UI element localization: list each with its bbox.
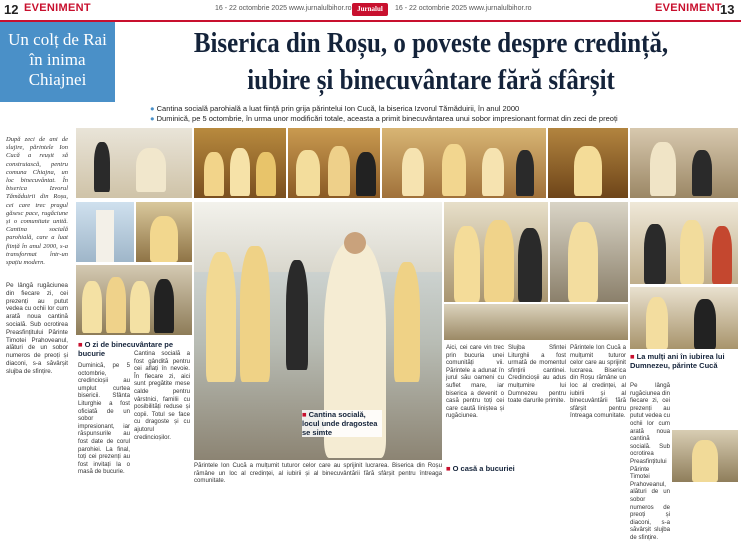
caption-cantina: ■ Cantina socială, locul unde dragostea se simte xyxy=(302,410,382,437)
text-column-4: Slujba Sfintei Liturghii a fost urmată de momentul sfințirii cantinei. Credincioșii au adus mulțumire lui Dumnezeu pentru toate darurile primite. xyxy=(508,344,566,405)
page-number-right: 13 xyxy=(720,2,735,17)
headline-line-2: iubire și binecuvântare fără sfârșit xyxy=(247,64,615,96)
text-column-1: Duminică, pe 5 octombrie, credincioșii au umplut curtea bisericii. Sfânta Liturghie a fost oficiată de un sobor impresionant, iar răspunsurile au fost date de corul parohiei. La final, toți cei prezenți au fost invitați la o masă de bucurie. xyxy=(78,362,130,476)
photo-priest-right xyxy=(630,128,738,198)
caption-casa-bucuriei: ■ O casă a bucuriei xyxy=(446,464,546,473)
page-number-left: 12 xyxy=(4,2,19,17)
photo-parinte-cuca xyxy=(672,430,738,482)
text-column-6: Pe lângă rugăciunea din fiecare zi, cei prezenți au putut vedea cu ochii lor cum arată noua cantină socială. Sub ocrotirea Preasfințitului Părinte Timotei Prahoveanul, alături de un sobor numeros de preoți și diaconi, s-a săvârșit slujba de sfințire. xyxy=(630,382,670,541)
photo-table xyxy=(630,287,738,349)
lead-bullets xyxy=(150,104,740,124)
caption-binecuvantare: ■ O zi de binecuvântare pe bucurie xyxy=(78,340,188,358)
date-right: 16 - 22 octombrie 2025 www.jurnalulbihor.ro xyxy=(395,5,532,12)
photo-cantina xyxy=(630,202,738,284)
sidebar-column: Pe lângă rugăciunea din fiecare zi, cei prezenți au putut vedea cu ochii lor cum arată noua cantină socială. Sub ocrotirea Preasfințitului Părinte Timotei Prahoveanul, alături de un sobor numeros de preoți și diaconi, s-a săvârșit slujba de sfințire. xyxy=(6,282,68,375)
page-header xyxy=(0,0,741,22)
photo-sobor xyxy=(76,265,192,335)
lead-bullet-1: ● Cantina socială parohială a luat ființă prin grija părintelui Ion Cucă, la biserica Izvorul Tămăduirii, în anul 2000 xyxy=(150,104,740,114)
photo-choir xyxy=(444,304,628,340)
photo-interior xyxy=(76,128,192,198)
intro-text: După zeci de ani de slujire, părintele Ion Cucă a reușit să construiască, pentru comuna Chiajna, un loc binecuvântat. În biserica Izvorul Tămăduirii din Roșu, cei care trec pragul găsesc pace, rugăciune și o comunitate unită. Cantina socială parohială, care a luat ființă în anul 2000, s-a transformat într-un spațiu modern. xyxy=(6,136,68,267)
lead-bullet-2: ● Duminică, pe 5 octombrie, în urma unor modificări totale, aceasta a primit binecuvântarea unui sobor impresionant format din zeci de preoți xyxy=(150,114,740,124)
headline-line-1: Biserica din Roșu, o poveste despre credință, xyxy=(193,27,669,59)
kicker-box: Un colț de Rai în inima Chiajnei xyxy=(0,22,115,102)
text-below-main-photo: Părintele Ion Cucă a mulțumit tuturor celor care au sprijinit lucrarea. Biserica din Roșu rămâne un loc al credinței, al iubirii și al binecuvântării fără sfârșit pentru întreaga comunitate. xyxy=(194,462,442,485)
photo-clergy xyxy=(288,128,380,198)
photo-altar xyxy=(194,128,286,198)
photo-procession xyxy=(136,202,192,262)
text-column-3: Aici, cei care vin trec prin bucuria unei comunități vii. Părintele a adunat în jurul său oameni cu suflet mare, iar biserica a devenit o casă pentru toți cei care caută liniștea și rugăciunea. xyxy=(446,344,504,420)
photo-bishop xyxy=(444,202,548,302)
newspaper-logo: Jurnalul xyxy=(352,3,388,16)
text-column-2: Cantina socială a fost gândită pentru cei aflați în nevoie. În fiecare zi, aici sunt pregătite mese calde pentru vârstnici, familii cu posibilități reduse și copii. Totul se face cu dragoste și cu ajutorul credincioșilor. xyxy=(134,350,190,441)
photo-church-nave xyxy=(382,128,546,198)
caption-la-multi-ani: ■ La mulți ani în iubirea lui Dumnezeu, părinte Cucă xyxy=(630,352,736,370)
section-label-right: EVENIMENT xyxy=(655,2,722,14)
section-label-left: EVENIMENT xyxy=(24,2,91,14)
text-column-5: Părintele Ion Cucă a mulțumit tuturor celor care au sprijinit lucrarea. Biserica din Roșu rămâne un loc al credinței, al iubirii și al binecuvântării fără sfârșit pentru întreaga comunitate. xyxy=(570,344,626,420)
photo-iconostasis xyxy=(548,128,628,198)
photo-bell-tower xyxy=(76,202,134,262)
photo-blessing xyxy=(550,202,628,302)
date-left: 16 - 22 octombrie 2025 www.jurnalulbihor.ro xyxy=(215,5,352,12)
headline xyxy=(168,25,694,99)
